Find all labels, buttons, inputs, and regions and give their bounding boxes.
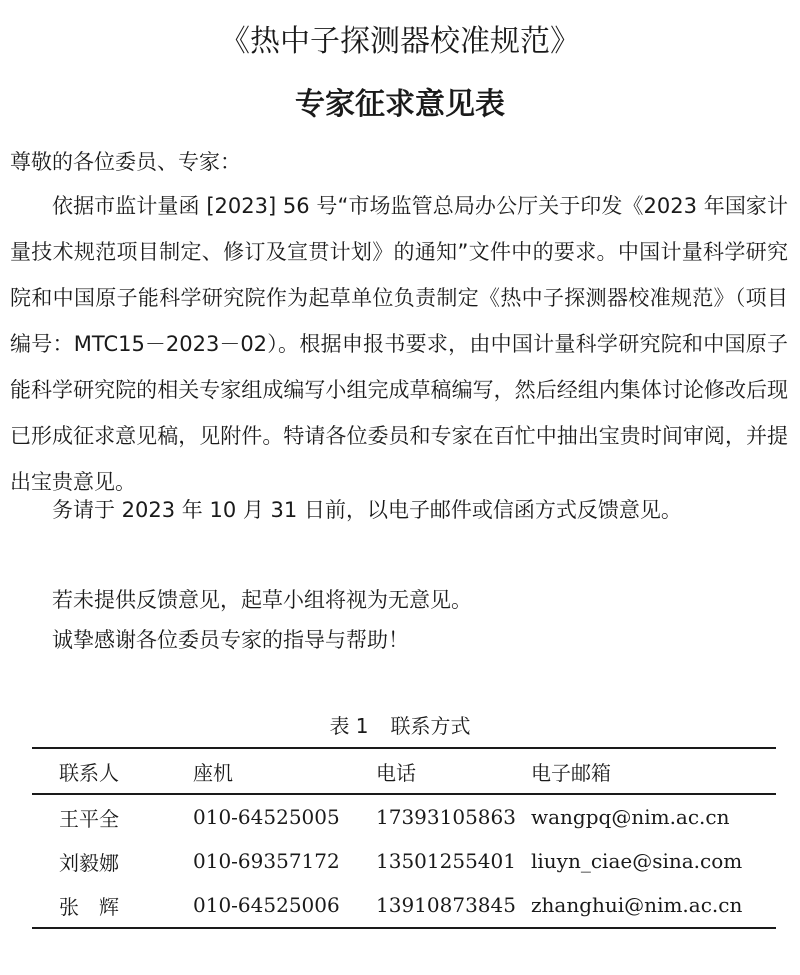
- contact-phone: 13910873845: [376, 893, 516, 917]
- contact-landline: 010-64525005: [193, 805, 340, 829]
- body-paragraph-request: 依据市监计量函 [2023] 56 号“市场监管总局办公厅关于印发《2023 年国家计量技术规范项目制定、修订及宣贯计划》的通知”文件中的要求。中国计量科学研究院和中国原子能科学研究院作为起草单位负责制定《热中子探测器校准规范》（项目编号：MTC15－2023－02）。根据申报书要求，由中国计量科学研究院和中国原子能科学研究院的相关专家组成编写小组完成草稿编写，然后经组内集体讨论修改后现已形成征求意见稿，见附件。特请各位委员和专家在百忙中抽出宝贵时间审阅，并提出宝贵意见。: [10, 194, 788, 494]
- body-paragraph-deadline: 务请于 2023 年 10 月 31 日前，以电子邮件或信函方式反馈意见。: [52, 498, 682, 522]
- contact-email: wangpq@nim.ac.cn: [531, 805, 730, 829]
- table-row: [32, 839, 776, 883]
- contact-phone: 17393105863: [376, 805, 516, 829]
- header-email: 电子邮箱: [531, 760, 611, 785]
- salutation: 尊敬的各位委员、专家：: [10, 150, 241, 174]
- contact-table: [32, 747, 776, 929]
- table-caption-number: 表 1: [329, 714, 369, 738]
- contact-name: 王平全: [59, 806, 119, 831]
- contact-email: liuyn_ciae@sina.com: [531, 849, 743, 873]
- closing-no-feedback-note: 若未提供反馈意见，起草小组将视为无意见。: [52, 588, 472, 612]
- document-subtitle: 专家征求意见表: [295, 86, 505, 122]
- contact-name: 张 辉: [59, 894, 119, 919]
- document-title: 《热中子探测器校准规范》: [220, 24, 580, 60]
- contact-name: 刘毅娜: [59, 850, 119, 875]
- table-caption-title: 联系方式: [390, 714, 471, 738]
- header-phone: 电话: [376, 760, 416, 785]
- table-row: [32, 794, 776, 839]
- table-row: [32, 883, 776, 928]
- contact-email: zhanghui@nim.ac.cn: [531, 893, 743, 917]
- closing-thanks: 诚挚感谢各位委员专家的指导与帮助！: [52, 628, 409, 652]
- contact-phone: 13501255401: [376, 849, 516, 873]
- header-landline: 座机: [193, 760, 233, 785]
- contact-landline: 010-69357172: [193, 849, 340, 873]
- table-caption: [0, 708, 800, 744]
- contact-landline: 010-64525006: [193, 893, 340, 917]
- header-contact-person: 联系人: [59, 760, 119, 785]
- table-header-row: [32, 748, 776, 794]
